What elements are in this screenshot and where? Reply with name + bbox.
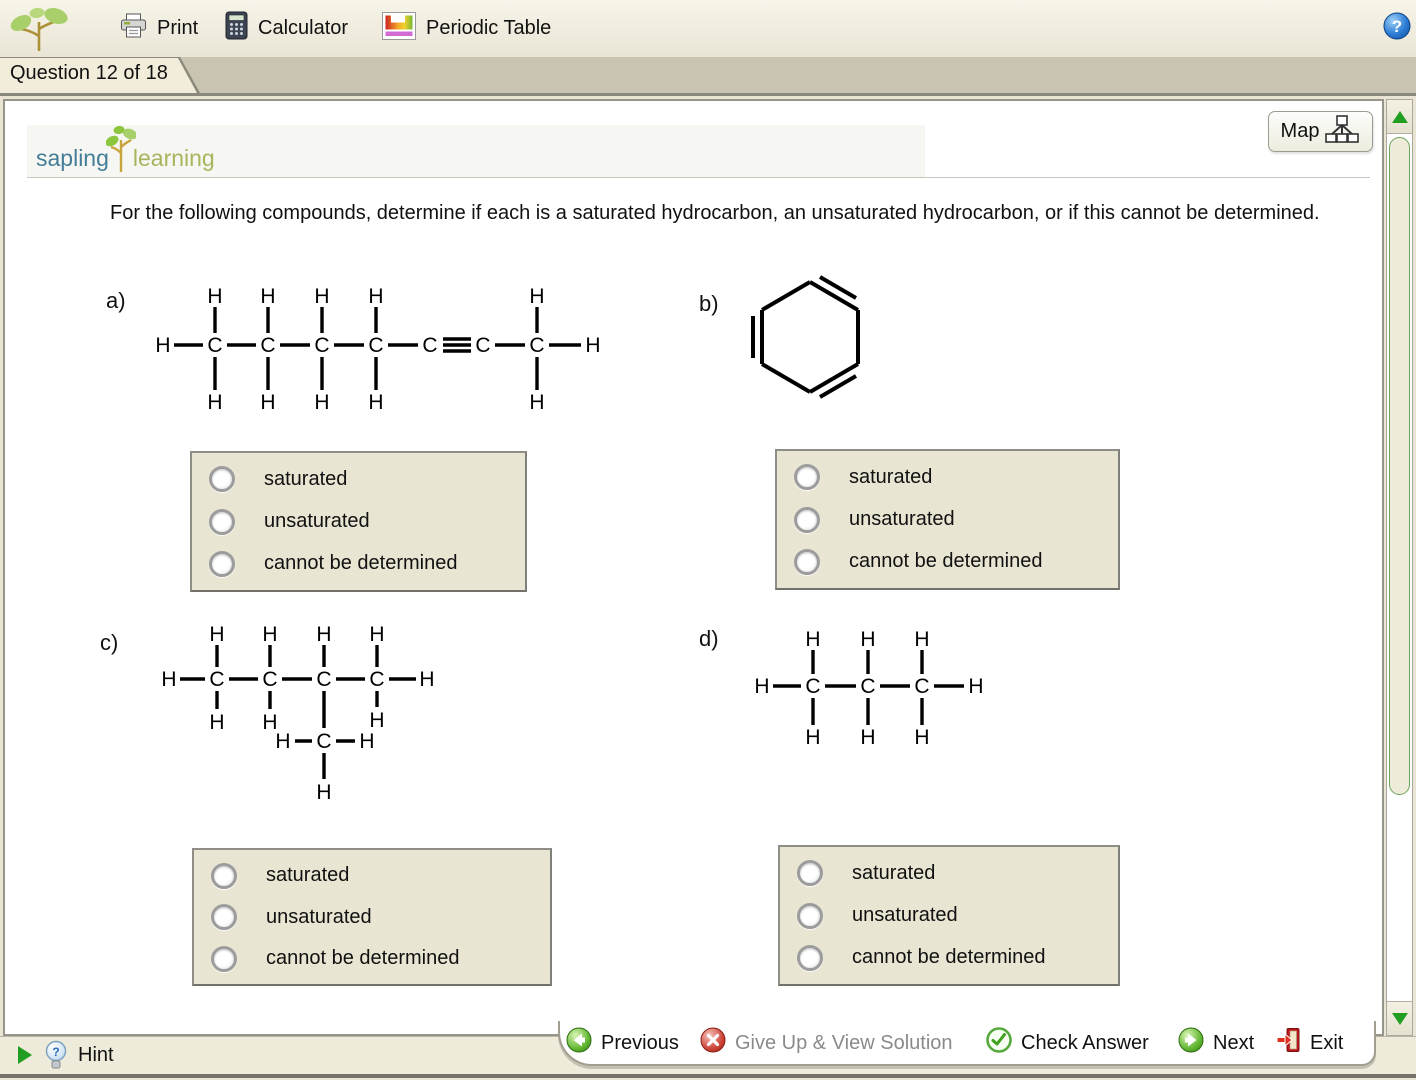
- periodic-table-label: Periodic Table: [426, 17, 552, 39]
- bottom-divider: [0, 1074, 1416, 1078]
- svg-text:H: H: [529, 391, 545, 414]
- part-label-d: d): [699, 626, 719, 651]
- sitemap-icon: [1324, 114, 1360, 150]
- option-d-saturated[interactable]: [780, 853, 1118, 893]
- svg-text:H: H: [754, 675, 770, 698]
- radio-button[interactable]: [209, 551, 235, 577]
- radio-option-label: cannot be determined: [264, 552, 458, 575]
- previous-label: Previous: [601, 1031, 679, 1054]
- question-tab-label: Question 12 of 18: [10, 62, 168, 84]
- svg-text:H: H: [262, 623, 278, 646]
- svg-text:H: H: [209, 623, 225, 646]
- arrow-down-icon: [1392, 1013, 1408, 1025]
- next-button[interactable]: [1178, 1030, 1254, 1056]
- svg-text:H: H: [316, 623, 332, 646]
- part-label-a: a): [106, 288, 126, 313]
- option-b-saturated[interactable]: [777, 457, 1118, 497]
- svg-text:?: ?: [1391, 16, 1403, 36]
- header-divider: [27, 177, 1370, 178]
- svg-text:H: H: [260, 391, 276, 414]
- next-label: Next: [1213, 1031, 1255, 1054]
- give-up-x-icon: [700, 1027, 726, 1059]
- svg-text:H: H: [914, 726, 930, 749]
- svg-text:C: C: [422, 334, 438, 357]
- svg-text:H: H: [805, 726, 821, 749]
- question-text: For the following compounds, determine if each is a saturated hydrocarbon, an unsaturated hydrocarbon, or if this cannot be determined.: [110, 202, 1320, 224]
- question-tab-strip: [0, 57, 1416, 96]
- svg-text:H: H: [316, 781, 332, 804]
- svg-text:C: C: [316, 730, 332, 753]
- svg-text:C: C: [914, 675, 930, 698]
- print-label: Print: [157, 17, 199, 39]
- radio-option-label: saturated: [852, 861, 936, 884]
- radio-button[interactable]: [209, 466, 235, 492]
- exit-label: Exit: [1310, 1031, 1344, 1054]
- periodic-table-icon: [382, 12, 416, 46]
- check-icon: [986, 1027, 1012, 1059]
- exit-door-icon: [1276, 1027, 1301, 1059]
- option-a-unsaturated[interactable]: [192, 502, 525, 542]
- option-a-saturated[interactable]: [192, 459, 525, 499]
- svg-text:H: H: [369, 623, 385, 646]
- svg-text:C: C: [529, 334, 545, 357]
- svg-text:C: C: [262, 668, 278, 691]
- radio-button[interactable]: [209, 509, 235, 535]
- map-button-label: Map: [1280, 120, 1320, 142]
- previous-button[interactable]: [566, 1030, 679, 1056]
- map-button[interactable]: [1268, 111, 1373, 152]
- svg-text:H: H: [275, 730, 291, 753]
- svg-text:C: C: [314, 334, 330, 357]
- exit-button[interactable]: [1276, 1030, 1343, 1056]
- hint-label[interactable]: Hint: [78, 1044, 114, 1066]
- svg-text:C: C: [209, 668, 225, 691]
- svg-text:?: ?: [52, 1045, 60, 1059]
- svg-text:H: H: [207, 391, 223, 414]
- vertical-scrollbar[interactable]: [1386, 99, 1413, 1036]
- part-label-c: c): [100, 630, 119, 655]
- check-answer-label: Check Answer: [1021, 1031, 1149, 1054]
- radio-option-label: cannot be determined: [852, 946, 1046, 969]
- svg-text:C: C: [475, 334, 491, 357]
- brand-word-learning: learning: [132, 145, 215, 171]
- radio-option-label: cannot be determined: [849, 550, 1043, 573]
- scrollbar-thumb[interactable]: [1389, 137, 1410, 795]
- radio-option-label: unsaturated: [266, 905, 372, 928]
- option-c-cannot-be-determined[interactable]: [194, 939, 550, 979]
- radio-button[interactable]: [211, 946, 237, 972]
- calculator-button[interactable]: [225, 0, 348, 57]
- sapling-tree-icon: [106, 123, 136, 178]
- give-up-label: Give Up & View Solution: [735, 1031, 953, 1054]
- answer-panel-c: [192, 848, 552, 986]
- svg-text:H: H: [914, 628, 930, 651]
- calculator-label: Calculator: [258, 17, 349, 39]
- next-arrow-icon: [1178, 1027, 1204, 1059]
- part-label-b: b): [699, 291, 719, 316]
- radio-button[interactable]: [797, 860, 823, 886]
- structure-c-methylbutane: [150, 615, 450, 810]
- top-toolbar: [0, 0, 1416, 57]
- svg-text:H: H: [968, 675, 984, 698]
- svg-text:C: C: [860, 675, 876, 698]
- svg-text:H: H: [359, 730, 375, 753]
- radio-button[interactable]: [794, 464, 820, 490]
- radio-button[interactable]: [794, 507, 820, 533]
- radio-button[interactable]: [797, 903, 823, 929]
- svg-text:H: H: [529, 285, 545, 308]
- answer-panel-a: [190, 451, 527, 592]
- scroll-down-button[interactable]: [1387, 1001, 1412, 1035]
- radio-option-label: unsaturated: [852, 904, 958, 926]
- hint-expand-icon[interactable]: [18, 1046, 32, 1064]
- radio-option-label: cannot be determined: [266, 947, 460, 969]
- check-answer-button[interactable]: [986, 1030, 1149, 1056]
- brand-word-sapling: sapling: [36, 145, 109, 171]
- svg-text:H: H: [860, 628, 876, 651]
- radio-button[interactable]: [794, 549, 820, 575]
- give-up-button[interactable]: [700, 1030, 953, 1056]
- help-icon: [1383, 12, 1411, 46]
- radio-option-label: unsaturated: [849, 508, 955, 530]
- radio-option-label: saturated: [266, 864, 350, 886]
- answer-panel-b: [775, 449, 1120, 590]
- svg-text:C: C: [368, 334, 384, 357]
- option-d-unsaturated[interactable]: [780, 896, 1118, 936]
- svg-text:H: H: [161, 668, 177, 691]
- calculator-icon: [225, 11, 248, 46]
- periodic-table-button[interactable]: [382, 0, 551, 57]
- option-a-cannot-be-determined[interactable]: [192, 544, 525, 584]
- print-button[interactable]: [120, 0, 198, 57]
- option-c-unsaturated[interactable]: [194, 897, 550, 937]
- svg-text:H: H: [368, 391, 384, 414]
- svg-text:H: H: [369, 709, 385, 732]
- radio-button[interactable]: [211, 863, 237, 889]
- svg-text:H: H: [207, 285, 223, 308]
- svg-text:C: C: [369, 668, 385, 691]
- sapling-leaf-icon: [8, 6, 74, 57]
- svg-text:H: H: [262, 711, 278, 734]
- svg-text:H: H: [585, 334, 601, 357]
- svg-text:C: C: [316, 668, 332, 691]
- svg-text:C: C: [805, 675, 821, 698]
- option-b-unsaturated[interactable]: [777, 500, 1118, 540]
- svg-text:H: H: [314, 285, 330, 308]
- svg-text:H: H: [860, 726, 876, 749]
- previous-arrow-icon: [566, 1027, 592, 1059]
- svg-text:H: H: [260, 285, 276, 308]
- printer-icon: [120, 13, 147, 45]
- radio-button[interactable]: [797, 945, 823, 971]
- help-button[interactable]: [1383, 0, 1411, 57]
- structure-b-benzene: [695, 265, 925, 410]
- svg-text:H: H: [314, 391, 330, 414]
- sapling-learning-logo: [36, 128, 215, 178]
- svg-text:H: H: [209, 711, 225, 734]
- answer-panel-d: [778, 845, 1120, 986]
- radio-option-label: saturated: [849, 465, 933, 488]
- svg-text:H: H: [419, 668, 435, 691]
- arrow-up-icon: [1392, 111, 1408, 123]
- svg-text:H: H: [155, 334, 171, 357]
- svg-text:C: C: [260, 334, 276, 357]
- lightbulb-icon: [44, 1040, 68, 1075]
- option-d-cannot-be-determined[interactable]: [780, 938, 1118, 978]
- option-c-saturated[interactable]: [194, 856, 550, 896]
- structure-a-heptyne: [150, 280, 620, 420]
- radio-button[interactable]: [211, 904, 237, 930]
- radio-option-label: unsaturated: [264, 510, 370, 532]
- svg-text:H: H: [368, 285, 384, 308]
- scroll-up-button[interactable]: [1387, 100, 1412, 134]
- option-b-cannot-be-determined[interactable]: [777, 542, 1118, 582]
- svg-text:C: C: [207, 334, 223, 357]
- radio-option-label: saturated: [264, 467, 348, 490]
- structure-d-propane: [745, 620, 995, 760]
- svg-text:H: H: [805, 628, 821, 651]
